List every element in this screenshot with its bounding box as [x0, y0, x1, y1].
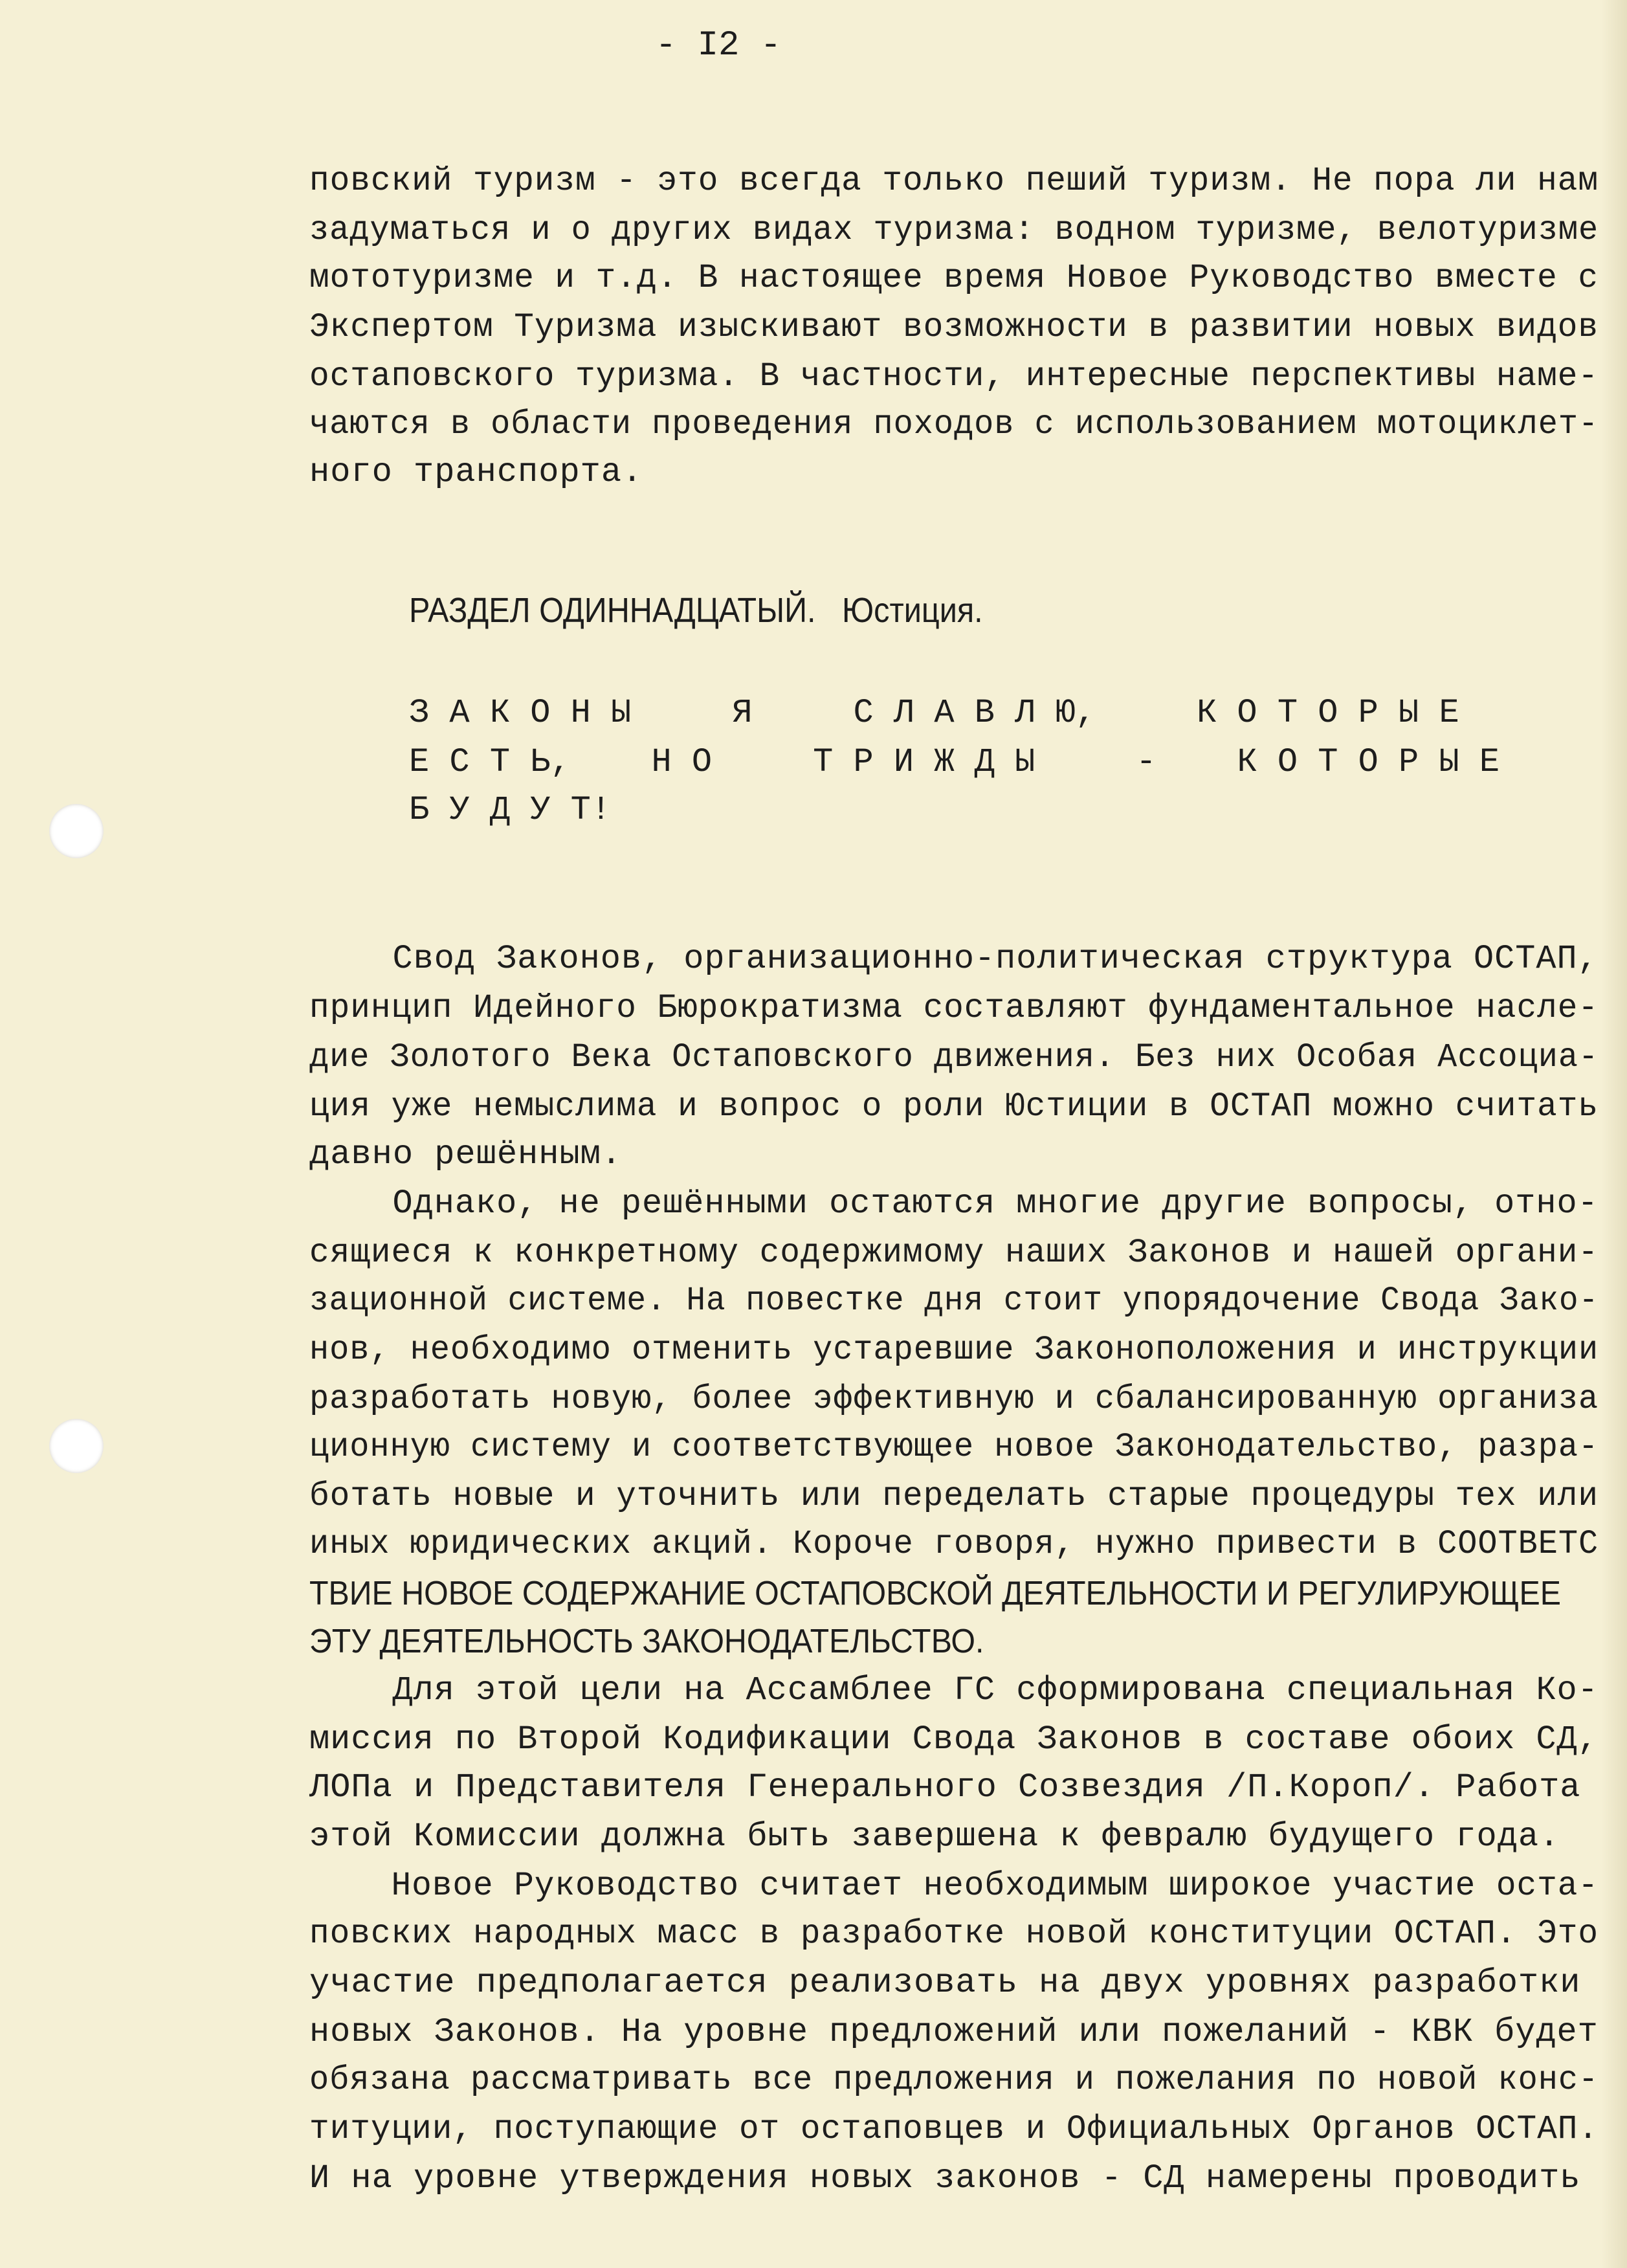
caps-text-line: ЭТУ ДЕЯТЕЛЬНОСТЬ ЗАКОНОДАТЕЛЬСТВО.: [309, 1623, 984, 1660]
text-line: этой Комиссии должна быть завершена к февралю будущего года.: [309, 1818, 1560, 1856]
caps-text-line: ТВИЕ НОВОЕ СОДЕРЖАНИЕ ОСТАПОВСКОЙ ДЕЯТЕЛЬНОСТИ И РЕГУЛИРУЮЩЕЕ: [309, 1575, 1562, 1612]
epigraph-line: Б У Д У Т!: [409, 791, 612, 829]
text-line: повский туризм - это всегда только пеший туризм. Не пора ли нам: [309, 162, 1599, 200]
text-line: дие Золотого Века Остаповского движения. Без них Особая Ассоциа-: [309, 1038, 1599, 1076]
text-line: Однако, не решёнными остаются многие другие вопросы, отно-: [309, 1184, 1599, 1223]
text-line: остаповского туризма. В частности, интересные перспективы наме-: [309, 357, 1599, 395]
text-line: принцип Идейного Бюрократизма составляют фундаментальное насле-: [309, 989, 1599, 1027]
page-edge-shadow: [1601, 0, 1627, 2268]
text-line: повских народных масс в разработке новой конституции ОСТАП. Это: [309, 1915, 1599, 1953]
text-line: миссия по Второй Кодификации Свода Законов в составе обоих СД,: [309, 1720, 1599, 1759]
text-line: нов, необходимо отменить устаревшие Законоположения и инструкции: [309, 1331, 1599, 1369]
text-line: Свод Законов, организационно-политическая структура ОСТАП,: [309, 940, 1599, 978]
punch-hole-bottom: [49, 1419, 104, 1473]
text-line: разработать новую, более эффективную и сбалансированную организа: [309, 1380, 1599, 1418]
text-line: Для этой цели на Ассамблее ГС сформирована специальная Ко-: [309, 1671, 1599, 1709]
text-line: титуции, поступающие от остаповцев и Официальных Органов ОСТАП.: [309, 2110, 1599, 2148]
punch-hole-top: [49, 804, 104, 858]
text-line: ного транспорта.: [309, 453, 643, 491]
text-line: зационной системе. На повестке дня стоит упорядочение Свода Зако-: [309, 1282, 1599, 1320]
text-line: ция уже немыслима и вопрос о роли Юстиции в ОСТАП можно считать: [309, 1087, 1599, 1126]
epigraph-line: З А К О Н Ы Я С Л А В Л Ю, К О Т О Р Ы Е: [409, 694, 1459, 732]
text-line: чаются в области проведения походов с использованием мотоциклет-: [309, 405, 1599, 443]
section-heading: РАЗДЕЛ ОДИННАДЦАТЫЙ. Юстиция.: [409, 591, 983, 630]
text-line: новых Законов. На уровне предложений или пожеланий - КВК будет: [309, 2013, 1599, 2051]
page-number: - I2 -: [655, 26, 782, 65]
text-line: ционную систему и соответствующее новое Законодательство, разра-: [309, 1428, 1599, 1466]
text-line: мототуризме и т.д. В настоящее время Новое Руководство вместе с: [309, 259, 1599, 297]
text-line: И на уровне утверждения новых законов - СД намерены проводить: [309, 2159, 1581, 2197]
text-line: иных юридических акций. Короче говоря, нужно привести в СООТВЕТС: [309, 1525, 1599, 1563]
text-line: задуматься и о других видах туризма: водном туризме, велотуризме: [309, 211, 1599, 249]
text-line: ботать новые и уточнить или переделать старые процедуры тех или: [309, 1477, 1599, 1515]
text-line: сящиеся к конкретному содержимому наших Законов и нашей органи-: [309, 1234, 1599, 1272]
epigraph-line: Е С Т Ь, Н О Т Р И Ж Д Ы - К О Т О Р Ы Е: [409, 743, 1500, 781]
text-line: обязана рассматривать все предложения и пожелания по новой конс-: [309, 2061, 1599, 2099]
text-line: давно решённым.: [309, 1135, 623, 1173]
text-line: Экспертом Туризма изыскивают возможности в развитии новых видов: [309, 308, 1599, 346]
text-line: участие предполагается реализовать на двух уровнях разработки: [309, 1964, 1581, 2002]
text-line: Новое Руководство считает необходимым широкое участие оста-: [309, 1867, 1599, 1905]
text-line: ЛОПа и Представителя Генерального Созвездия /П.Короп/. Работа: [309, 1768, 1581, 1807]
